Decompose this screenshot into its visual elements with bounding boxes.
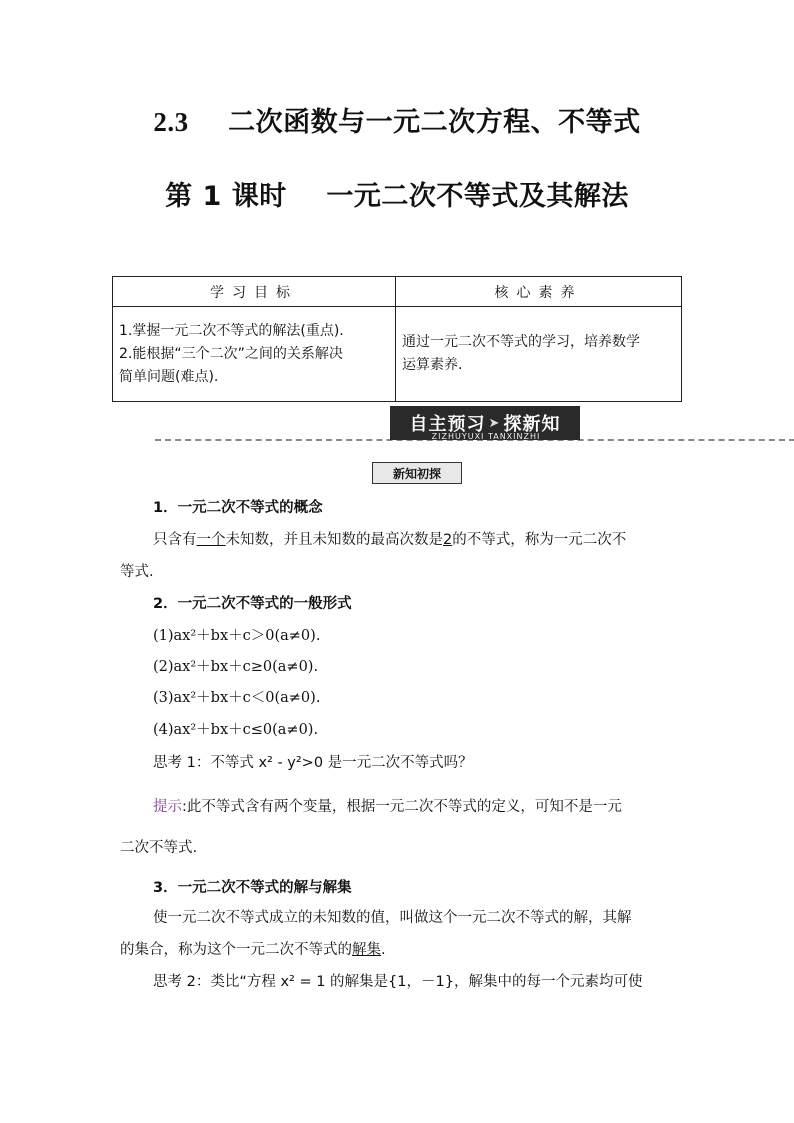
goal-line: 简单问题(难点).: [119, 368, 219, 385]
banner-subtitle: ZIZHUYUXI TANXINZHI: [431, 432, 541, 441]
banner-left: 自主预习: [409, 414, 486, 435]
goals-cell: [113, 307, 396, 402]
goals-header: 学习目标: [113, 277, 396, 307]
hint-label: 提示: [153, 799, 182, 815]
lesson-title: [0, 174, 794, 213]
formula-1: (1)ax²＋bx＋c＞0(a≠0).: [153, 628, 321, 644]
blank-answer: 一个: [196, 532, 226, 548]
s1-heading: 1．一元二次不等式的概念: [153, 500, 323, 516]
goal-line: 2.能根据“三个二次”之间的关系解决: [119, 345, 343, 362]
s3-paragraph-cont: [120, 938, 386, 959]
lesson-topic: 一元二次不等式及其解法: [326, 181, 629, 212]
section-number: 2.3: [153, 107, 189, 137]
text: 的集合，称为这个一元二次不等式的: [120, 942, 352, 958]
s1-paragraph: [153, 528, 626, 549]
text: 只含有: [153, 532, 197, 548]
page-title: [0, 100, 794, 139]
arrow-icon: ➤: [488, 415, 501, 431]
literacy-line: 通过一元二次不等式的学习，培养数学: [402, 334, 640, 350]
hint-1: [153, 795, 622, 816]
blank-answer: 2: [443, 532, 453, 548]
text: .: [381, 942, 386, 958]
s1-paragraph-cont: 等式.: [120, 564, 154, 580]
s3-paragraph: 使一元二次不等式成立的未知数的值，叫做这个一元二次不等式的解，其解: [153, 910, 632, 926]
banner-right: 探新知: [503, 414, 561, 435]
goals-table: [112, 276, 682, 402]
lesson-number: 第 1 课时: [165, 181, 287, 212]
formula-4: (4)ax²＋bx＋c≤0(a≠0).: [153, 722, 319, 738]
think-1: 思考 1：不等式 x² - y²>0 是一元二次不等式吗？: [153, 755, 473, 771]
s3-heading: 3．一元二次不等式的解与解集: [153, 880, 352, 896]
hint-1-cont: 二次不等式.: [120, 840, 198, 856]
literacy-line: 运算素养.: [402, 357, 463, 373]
literacy-header: 核心素养: [396, 277, 682, 307]
section-title: 二次函数与一元二次方程、不等式: [228, 107, 641, 138]
blank-answer: 解集: [352, 942, 381, 958]
text: 的不等式，称为一元二次不: [452, 532, 627, 548]
new-knowledge-badge: 新知初探: [372, 462, 462, 484]
formula-3: (3)ax²＋bx＋c＜0(a≠0).: [153, 690, 321, 706]
think-2: 思考 2：类比“方程 x² = 1 的解集是{1，－1}，解集中的每一个元素均可使: [153, 974, 643, 990]
text: 未知数，并且未知数的最高次数是: [225, 532, 443, 548]
s2-heading: 2．一元二次不等式的一般形式: [153, 596, 352, 612]
goal-line: 1.掌握一元二次不等式的解法(重点).: [119, 322, 344, 339]
formula-2: (2)ax²＋bx＋c≥0(a≠0).: [153, 659, 319, 675]
literacy-cell: [396, 307, 682, 402]
hint-text: :此不等式含有两个变量，根据一元二次不等式的定义，可知不是一元: [182, 799, 622, 815]
